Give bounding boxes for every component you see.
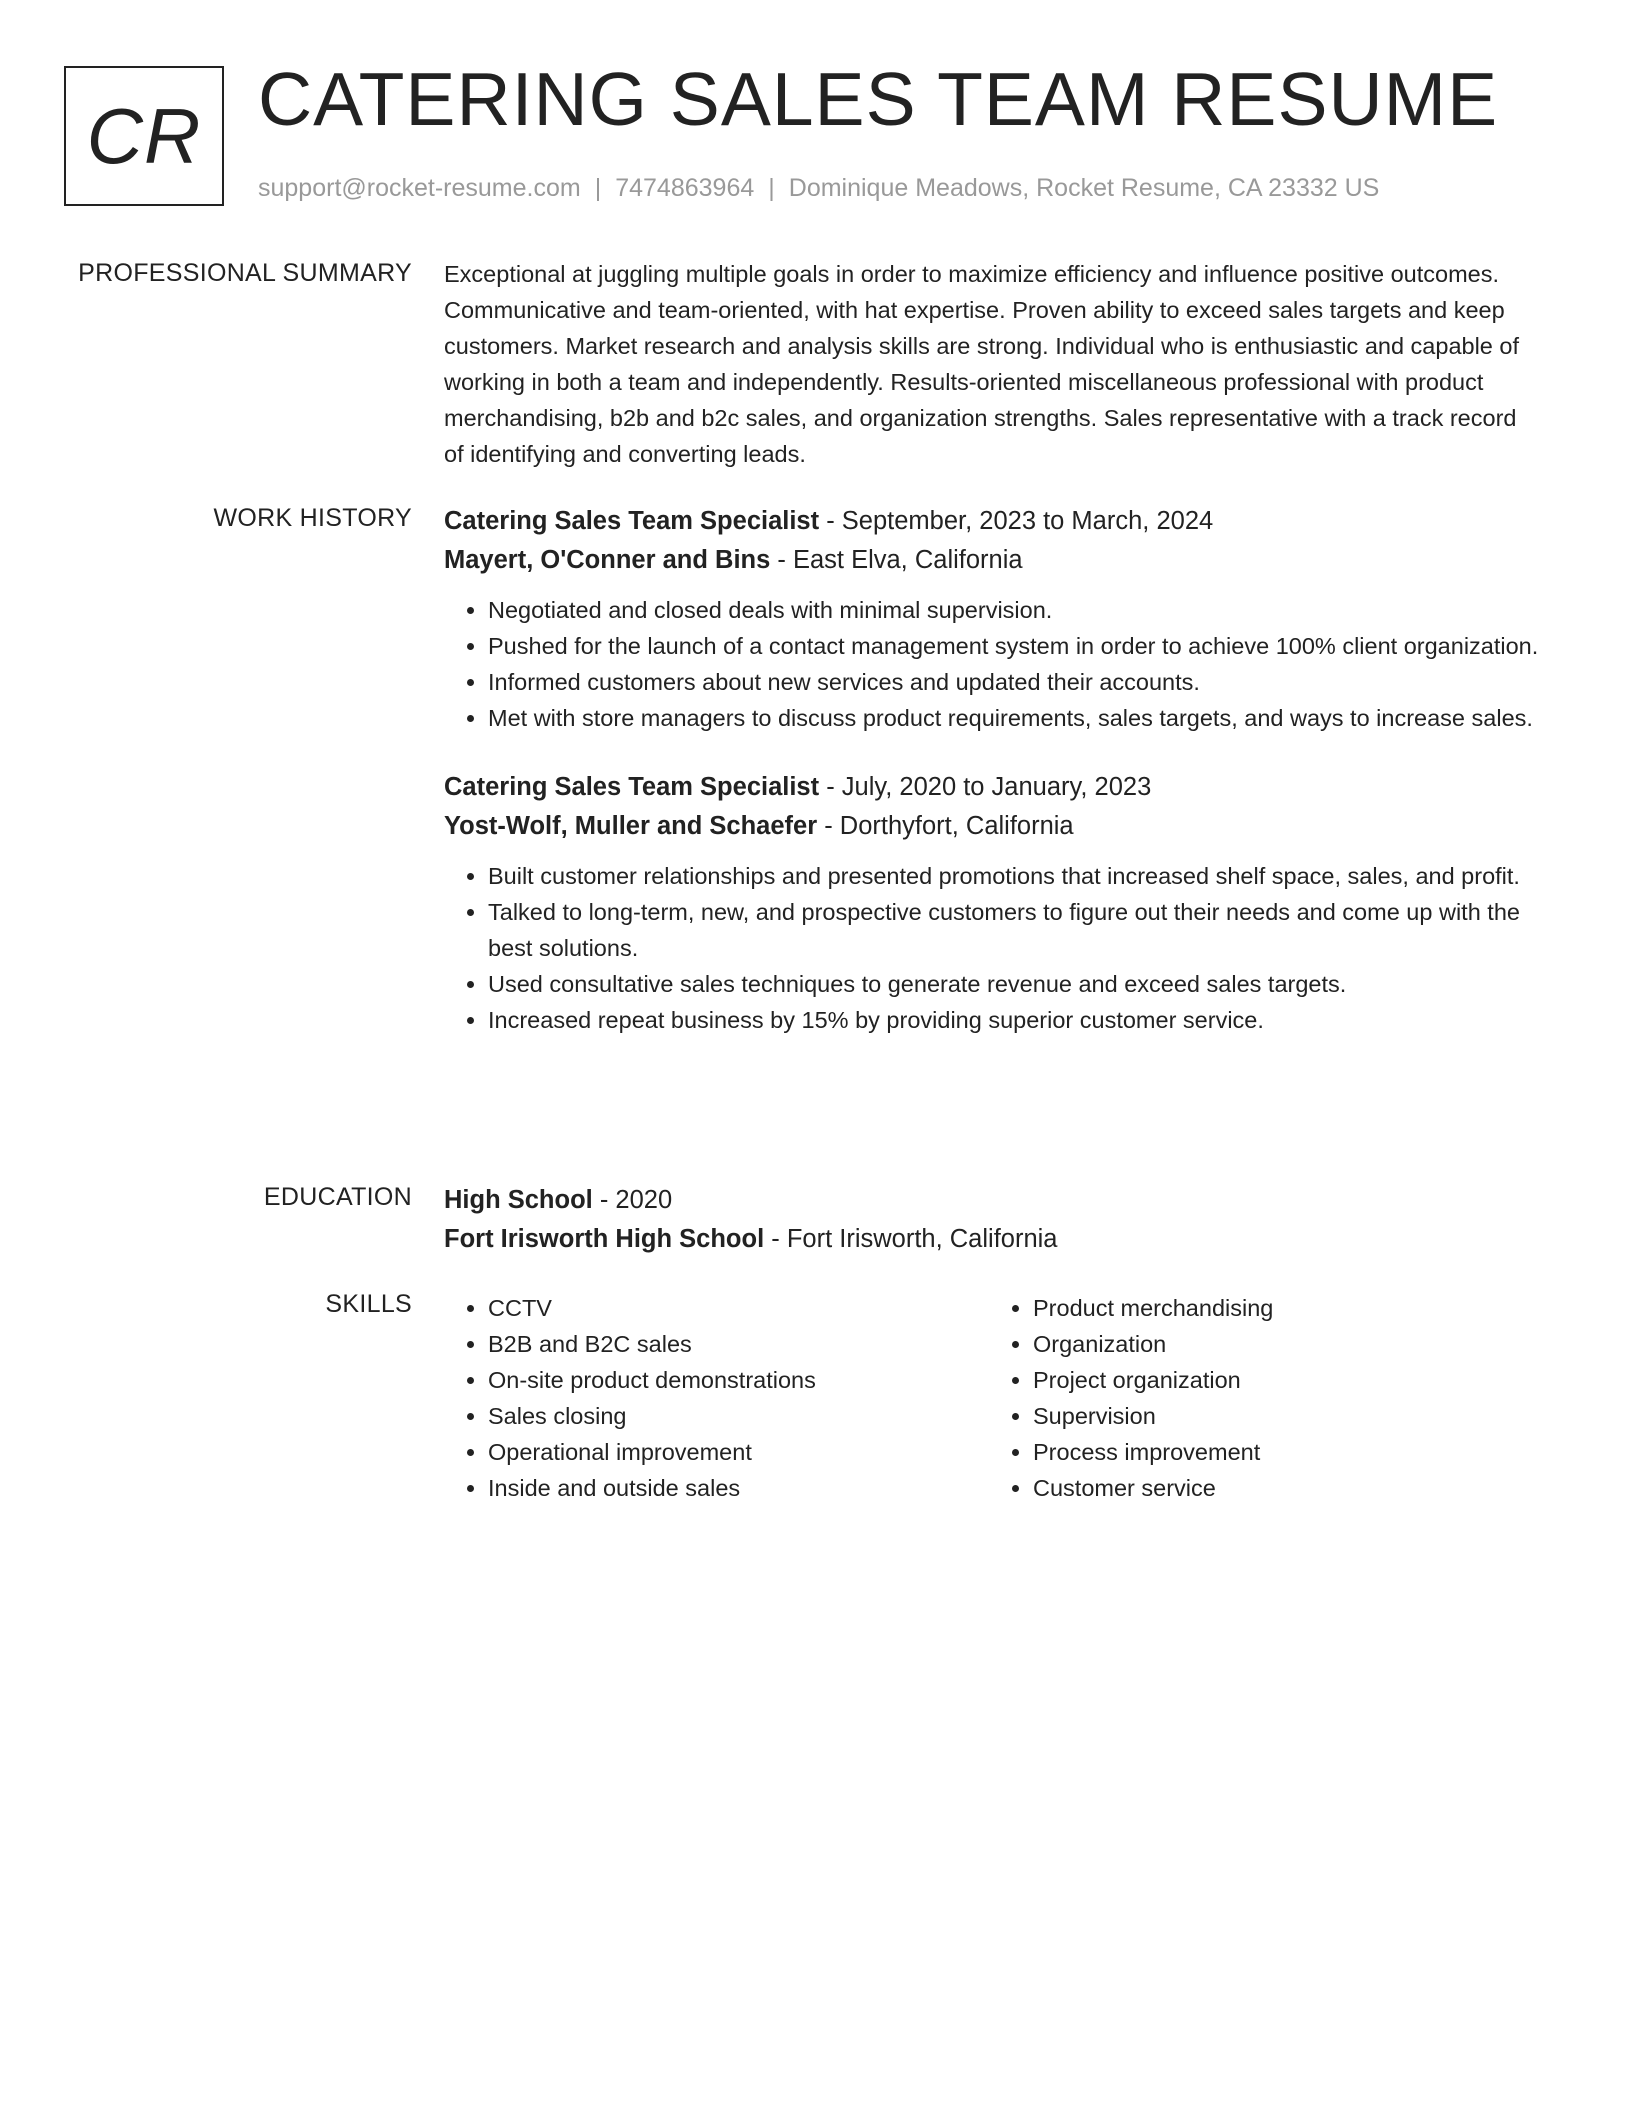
- skill-item: • Customer service: [1033, 1470, 1534, 1506]
- job-bullet: • Negotiated and closed deals with minimal supervision.: [488, 592, 1539, 628]
- skills-column-left: [444, 1290, 989, 1506]
- skills-label: SKILLS: [325, 1290, 412, 1318]
- skill-item: • Project organization: [1033, 1362, 1534, 1398]
- job-location: - Dorthyfort, California: [817, 812, 1074, 840]
- job-title: Catering Sales Team Specialist: [444, 773, 820, 801]
- job-company: Mayert, O'Conner and Bins: [444, 546, 771, 574]
- education-degree-line: [444, 1181, 1539, 1220]
- education-label: EDUCATION: [263, 1183, 412, 1211]
- job-entry: [444, 768, 1539, 1038]
- job-title-line: [444, 768, 1539, 807]
- contact-address: Dominique Meadows, Rocket Resume, CA 23332 US: [788, 174, 1380, 202]
- work-history-body: [444, 502, 1539, 1070]
- skills-list: [444, 1290, 989, 1506]
- skill-item: • Organization: [1033, 1326, 1534, 1362]
- skills-body: [444, 1290, 1539, 1506]
- job-bullet: • Increased repeat business by 15% by providing superior customer service.: [488, 1002, 1539, 1038]
- job-company: Yost-Wolf, Muller and Schaefer: [444, 812, 818, 840]
- skills-columns: [444, 1290, 1539, 1506]
- job-entry: [444, 502, 1539, 736]
- education-year: - 2020: [592, 1186, 673, 1214]
- work-history-label: WORK HISTORY: [213, 504, 412, 532]
- job-title: Catering Sales Team Specialist: [444, 507, 820, 535]
- education-degree: High School: [444, 1186, 593, 1214]
- monogram-box: [64, 66, 224, 206]
- education-body: [444, 1181, 1539, 1259]
- contact-phone: 7474863964: [615, 174, 755, 202]
- skill-item: • Inside and outside sales: [488, 1470, 989, 1506]
- education-location: - Fort Irisworth, California: [764, 1225, 1058, 1253]
- job-bullet: • Informed customers about new services and updated their accounts.: [488, 664, 1539, 700]
- contact-separator: |: [594, 174, 602, 202]
- education-school-line: [444, 1220, 1539, 1259]
- job-bullets: [444, 858, 1539, 1038]
- summary-body: [444, 256, 1539, 472]
- skill-item: • Supervision: [1033, 1398, 1534, 1434]
- job-company-line: [444, 807, 1539, 846]
- job-title-line: [444, 502, 1539, 541]
- job-company-line: [444, 541, 1539, 580]
- job-bullet: • Built customer relationships and presented promotions that increased shelf space, sales, and profit.: [488, 858, 1539, 894]
- skill-item: • Process improvement: [1033, 1434, 1534, 1470]
- skill-item: • On-site product demonstrations: [488, 1362, 989, 1398]
- skill-item: • Sales closing: [488, 1398, 989, 1434]
- skill-item: • Operational improvement: [488, 1434, 989, 1470]
- job-bullet: • Talked to long-term, new, and prospective customers to figure out their needs and come up with the best solutions.: [488, 894, 1539, 966]
- monogram-initials: CR: [86, 91, 202, 180]
- skill-item: • B2B and B2C sales: [488, 1326, 989, 1362]
- skill-item: • CCTV: [488, 1290, 989, 1326]
- job-bullets: [444, 592, 1539, 736]
- skills-list: [989, 1290, 1534, 1506]
- skills-column-right: [989, 1290, 1534, 1506]
- skill-item: • Product merchandising: [1033, 1290, 1534, 1326]
- contact-separator: |: [768, 174, 775, 202]
- job-dates: - September, 2023 to March, 2024: [819, 507, 1214, 535]
- education-school: Fort Irisworth High School: [444, 1225, 765, 1253]
- job-bullet: • Pushed for the launch of a contact management system in order to achieve 100% client organization.: [488, 628, 1539, 664]
- job-bullet: • Met with store managers to discuss product requirements, sales targets, and ways to increase sales.: [488, 700, 1539, 736]
- resume-title: CATERING SALES TEAM RESUME: [258, 57, 1499, 141]
- summary-label: PROFESSIONAL SUMMARY: [78, 259, 412, 287]
- contact-line: [258, 174, 1379, 203]
- summary-text: Exceptional at juggling multiple goals in order to maximize efficiency and influence positive outcomes. Communicative and team-oriented, with hat expertise. Proven ability to exceed sales targets and keep customers. Market research and analysis skills are strong. Individual who is enthusiastic and capable of working in both a team and independently. Results-oriented miscellaneous professional with product merchandising, b2b and b2c sales, and organization strengths. Sales representative with a track record of identifying and converting leads.: [444, 261, 1519, 467]
- job-bullet: • Used consultative sales techniques to generate revenue and exceed sales targets.: [488, 966, 1539, 1002]
- job-location: - East Elva, California: [770, 546, 1023, 574]
- contact-email: support@rocket-resume.com: [258, 174, 581, 202]
- job-dates: - July, 2020 to January, 2023: [819, 773, 1152, 801]
